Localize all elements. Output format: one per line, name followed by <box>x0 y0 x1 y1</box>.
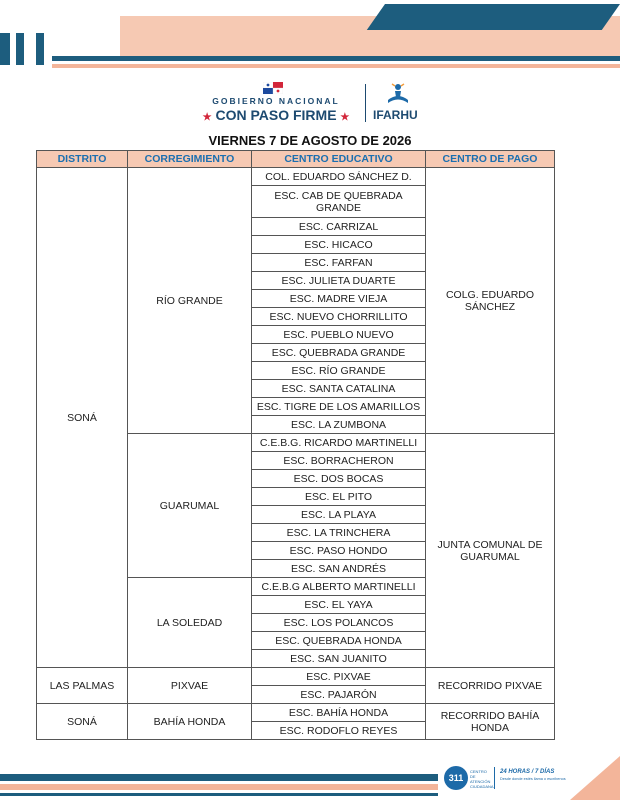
school-cell: ESC. EL PITO <box>252 488 426 506</box>
star-icon: ★ <box>340 112 350 123</box>
school-cell: ESC. PASO HONDO <box>252 542 426 560</box>
corregimiento-cell: LA SOLEDAD <box>128 578 252 668</box>
footer-blue-line <box>0 793 438 796</box>
corregimiento-cell: BAHÍA HONDA <box>128 704 252 740</box>
logo-area <box>195 80 435 126</box>
centro-pago-cell: RECORRIDO PIXVAE <box>426 668 555 704</box>
distrito-cell: LAS PALMAS <box>37 668 128 704</box>
school-cell: C.E.B.G ALBERTO MARTINELLI <box>252 578 426 596</box>
school-cell: ESC. BAHÍA HONDA <box>252 704 426 722</box>
banner-blue-bar <box>16 33 24 65</box>
banner-blue-band <box>367 4 620 30</box>
corregimiento-cell: GUARUMAL <box>128 434 252 578</box>
page-title: VIERNES 7 DE AGOSTO DE 2026 <box>208 133 412 148</box>
school-cell: ESC. PUEBLO NUEVO <box>252 326 426 344</box>
hotline-hours: 24 HORAS / 7 DÍAS <box>500 769 555 775</box>
school-cell: ESC. DOS BOCAS <box>252 470 426 488</box>
table-header-row <box>37 151 555 168</box>
gov-line2-text: CON PASO FIRME <box>215 107 337 123</box>
school-cell: ESC. LA TRINCHERA <box>252 524 426 542</box>
banner-blue-bar <box>0 33 10 65</box>
school-cell: ESC. BORRACHERON <box>252 452 426 470</box>
school-cell: ESC. JULIETA DUARTE <box>252 272 426 290</box>
distrito-cell: SONÁ <box>37 704 128 740</box>
school-cell: ESC. LOS POLANCOS <box>252 614 426 632</box>
corregimiento-cell: RÍO GRANDE <box>128 168 252 434</box>
footer <box>0 752 620 802</box>
school-cell: COL. EDUARDO SÁNCHEZ D. <box>252 168 426 186</box>
school-cell: ESC. RODOFLO REYES <box>252 722 426 740</box>
panama-flag-icon <box>263 82 283 94</box>
centro-pago-cell: JUNTA COMUNAL DE GUARUMAL <box>426 434 555 668</box>
schedule-table <box>36 150 555 740</box>
footer-salmon-line <box>0 784 438 790</box>
school-cell: ESC. EL YAYA <box>252 596 426 614</box>
banner-blue-bar <box>36 33 44 65</box>
table-row <box>37 704 555 722</box>
school-cell: ESC. PAJARÓN <box>252 686 426 704</box>
header-corregimiento: CORREGIMIENTO <box>128 151 252 168</box>
star-icon: ★ <box>202 112 212 123</box>
gov-line1: GOBIERNO NACIONAL <box>212 96 340 106</box>
banner-blue-line <box>52 56 620 61</box>
school-cell: ESC. QUEBRADA GRANDE <box>252 344 426 362</box>
banner-salmon-line <box>52 64 620 68</box>
school-cell: ESC. SAN JUANITO <box>252 650 426 668</box>
hotline-hours-sub: Desde donde estés llama o escríbenos <box>500 777 566 781</box>
table-row <box>37 168 555 186</box>
school-cell: C.E.B.G. RICARDO MARTINELLI <box>252 434 426 452</box>
footer-divider <box>494 767 495 789</box>
footer-salmon-triangle <box>570 756 620 800</box>
school-cell: ESC. HICACO <box>252 236 426 254</box>
school-cell: ESC. SAN ANDRÉS <box>252 560 426 578</box>
header-distrito: DISTRITO <box>37 151 128 168</box>
header-centro-educativo: CENTRO EDUCATIVO <box>252 151 426 168</box>
gov-line2 <box>195 107 357 123</box>
school-cell: ESC. RÍO GRANDE <box>252 362 426 380</box>
school-cell: ESC. TIGRE DE LOS AMARILLOS <box>252 398 426 416</box>
hotline-badge: 311 <box>444 766 468 790</box>
school-cell: ESC. PIXVAE <box>252 668 426 686</box>
header-centro-pago: CENTRO DE PAGO <box>426 151 555 168</box>
corregimiento-cell: PIXVAE <box>128 668 252 704</box>
school-cell: ESC. MADRE VIEJA <box>252 290 426 308</box>
school-cell: ESC. NUEVO CHORRILLITO <box>252 308 426 326</box>
centro-pago-cell: RECORRIDO BAHÍA HONDA <box>426 704 555 740</box>
school-cell: ESC. SANTA CATALINA <box>252 380 426 398</box>
centro-pago-cell: COLG. EDUARDO SÁNCHEZ <box>426 168 555 434</box>
table-row <box>37 668 555 686</box>
school-cell: ESC. QUEBRADA HONDA <box>252 632 426 650</box>
hotline-label: CENTRO DE ATENCIÓN CIUDADANA <box>470 769 494 789</box>
school-cell: ESC. CAB DE QUEBRADA GRANDE <box>252 186 426 218</box>
school-cell: ESC. LA ZUMBONA <box>252 416 426 434</box>
school-cell: ESC. LA PLAYA <box>252 506 426 524</box>
top-banner <box>0 0 620 70</box>
ifarhu-wordmark: IFARHU <box>373 108 418 122</box>
logo-divider <box>365 84 366 122</box>
distrito-cell: SONÁ <box>37 168 128 668</box>
ifarhu-logo-icon <box>385 80 411 106</box>
school-cell: ESC. CARRIZAL <box>252 218 426 236</box>
school-cell: ESC. FARFAN <box>252 254 426 272</box>
footer-blue-line <box>0 774 438 781</box>
